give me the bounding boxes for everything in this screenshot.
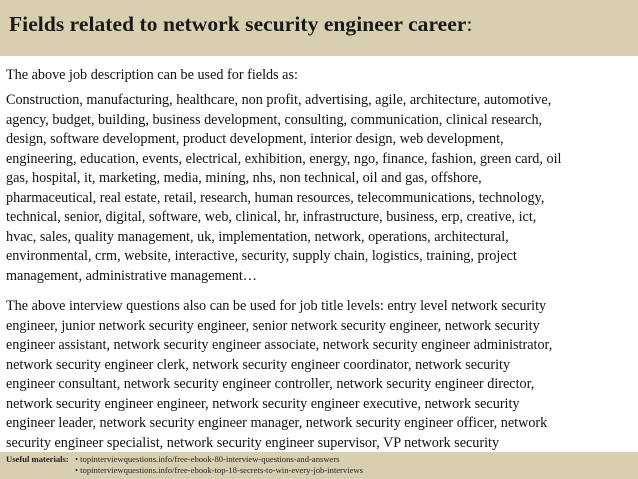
title-bar xyxy=(0,0,638,56)
fields-line: management, administrative management… xyxy=(6,267,257,284)
footer-links xyxy=(75,454,363,476)
fields-line: Construction, manufacturing, healthcare, non profit, advertising, agile, architecture, automotive, xyxy=(6,92,552,108)
job-levels-line: engineer consultant, network security engineer controller, network security engineer director, xyxy=(6,376,535,392)
fields-paragraph xyxy=(6,91,632,286)
fields-line: environmental, crm, website, interactive, security, supply chain, logistics, training, project xyxy=(6,248,517,264)
job-levels-line: The above interview questions also can be used for job title levels: entry level network security xyxy=(6,298,547,314)
page-title xyxy=(9,12,473,37)
job-levels-line: engineer, junior network security engineer, senior network security engineer, network security xyxy=(6,317,540,334)
footer-link[interactable]: • topinterviewquestions.info/free-ebook-top-18-secrets-to-win-every-job-interviews xyxy=(75,465,363,475)
job-levels-line: security engineer specialist, network security engineer supervisor, VP network security xyxy=(6,434,500,451)
job-levels-paragraph xyxy=(6,297,632,453)
job-levels-line: network security engineer clerk, network security engineer coordinator, network security xyxy=(6,356,511,373)
footer-link[interactable]: • topinterviewquestions.info/free-ebook-80-interview-questions-and-answers xyxy=(75,454,340,464)
intro-text: The above job description can be used for fields as: xyxy=(6,67,298,83)
fields-line: agency, budget, building, business development, consulting, communication, clinical research, xyxy=(6,111,543,128)
fields-line: hvac, sales, quality management, uk, implementation, network, operations, architectural, xyxy=(6,228,509,245)
fields-line: technical, senior, digital, software, web, clinical, hr, infrastructure, business, erp, creative, ict, xyxy=(6,209,537,225)
slide-content xyxy=(6,60,632,453)
footer-label: Useful materials: xyxy=(6,454,69,464)
fields-line: pharmaceutical, real estate, retail, research, human resources, telecommunications, technology, xyxy=(6,189,545,206)
job-levels-line: network security engineer engineer, network security engineer executive, network security xyxy=(6,395,520,412)
footer-bar xyxy=(0,452,638,479)
fields-line: design, software development, product development, interior design, web development, xyxy=(6,131,504,147)
fields-line: engineering, education, events, electrical, exhibition, energy, ngo, finance, fashion, green card, oil xyxy=(6,150,562,167)
job-levels-line: engineer assistant, network security engineer associate, network security engineer administrator, xyxy=(6,337,553,353)
page-title-colon: : xyxy=(466,12,473,36)
fields-line: gas, hospital, it, marketing, media, mining, nhs, non technical, oil and gas, offshore, xyxy=(6,170,482,186)
page-title-text: Fields related to network security engineer career xyxy=(9,12,467,36)
job-levels-line: engineer leader, network security engineer manager, network security engineer officer, network xyxy=(6,415,548,431)
